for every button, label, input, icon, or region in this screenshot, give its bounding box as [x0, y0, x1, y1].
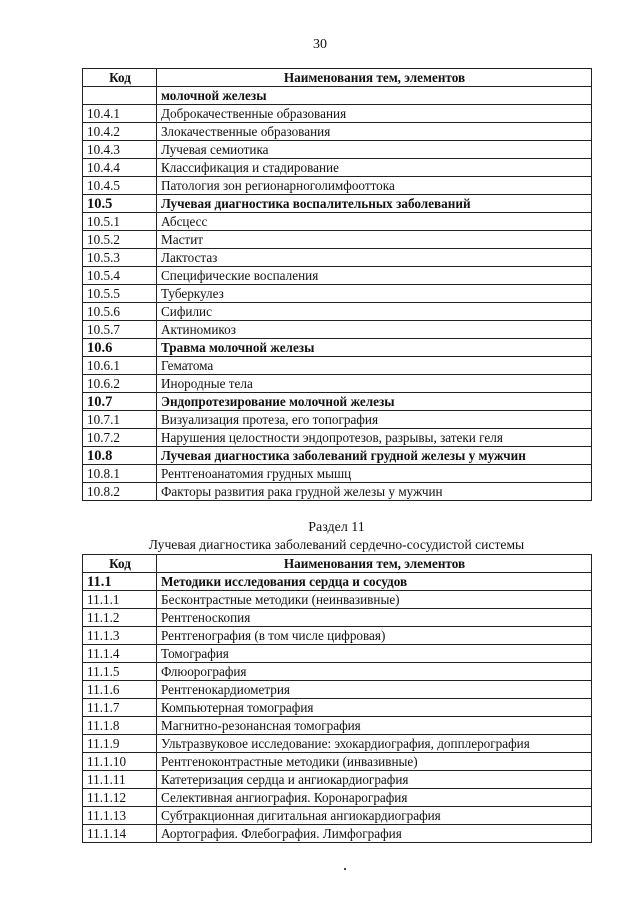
- table-row: [83, 681, 592, 699]
- row-code: 10.6.1: [83, 357, 157, 375]
- row-name: Факторы развития рака грудной железы у мужчин: [157, 483, 592, 501]
- topics-table-section-11: [82, 554, 592, 843]
- table-header-row: [83, 555, 592, 573]
- row-name: Лактостаз: [157, 249, 592, 267]
- row-code: 11.1.7: [83, 699, 157, 717]
- row-name: Нарушения целостности эндопротезов, разрывы, затеки геля: [157, 429, 592, 447]
- row-name: Селективная ангиография. Коронарография: [157, 789, 592, 807]
- row-name: Методики исследования сердца и сосудов: [157, 573, 592, 591]
- row-code: 10.6: [83, 339, 157, 357]
- table-row: [83, 717, 592, 735]
- row-code: 11.1.11: [83, 771, 157, 789]
- row-name: Специфические воспаления: [157, 267, 592, 285]
- table-row: [83, 159, 592, 177]
- row-name: Аортография. Флебография. Лимфография: [157, 825, 592, 843]
- table-row: [83, 447, 592, 465]
- row-name: Сифилис: [157, 303, 592, 321]
- header-name: Наименования тем, элементов: [157, 69, 592, 87]
- row-code: 11.1.4: [83, 645, 157, 663]
- table-row: [83, 213, 592, 231]
- row-code: 10.5.2: [83, 231, 157, 249]
- table-row: [83, 735, 592, 753]
- row-code: 11.1.12: [83, 789, 157, 807]
- table-row: [83, 609, 592, 627]
- table-row: [83, 393, 592, 411]
- row-code: 10.4.1: [83, 105, 157, 123]
- row-name: Рентгеноконтрастные методики (инвазивные): [157, 753, 592, 771]
- row-code: 10.5.1: [83, 213, 157, 231]
- row-code: 10.8.1: [83, 465, 157, 483]
- table-row: [83, 375, 592, 393]
- table-row: [83, 627, 592, 645]
- row-code: 10.5.6: [83, 303, 157, 321]
- row-name: Томография: [157, 645, 592, 663]
- row-code: 10.7.2: [83, 429, 157, 447]
- row-name: молочной железы: [157, 87, 592, 105]
- page-number: 30: [313, 37, 327, 52]
- row-name: Флюорография: [157, 663, 592, 681]
- table-row: [83, 231, 592, 249]
- row-code: [83, 87, 157, 105]
- table-row: [83, 465, 592, 483]
- row-name: Магнитно-резонансная томография: [157, 717, 592, 735]
- row-name: Абсцесс: [157, 213, 592, 231]
- row-name: Туберкулез: [157, 285, 592, 303]
- row-code: 11.1.6: [83, 681, 157, 699]
- row-name: Бесконтрастные методики (неинвазивные): [157, 591, 592, 609]
- table-row: [83, 411, 592, 429]
- table-row: [83, 789, 592, 807]
- header-code: Код: [83, 69, 157, 87]
- row-name: Мастит: [157, 231, 592, 249]
- row-code: 10.8.2: [83, 483, 157, 501]
- section-subtitle: Лучевая диагностика заболеваний сердечно-сосудистой системы: [148, 537, 525, 552]
- row-code: 10.7: [83, 393, 157, 411]
- table-row: [83, 321, 592, 339]
- table-row: [83, 591, 592, 609]
- table-row: [83, 429, 592, 447]
- row-code: 11.1.1: [83, 591, 157, 609]
- table-row: [83, 663, 592, 681]
- table-row: [83, 195, 592, 213]
- table-row: [83, 771, 592, 789]
- row-name: Визуализация протеза, его топография: [157, 411, 592, 429]
- row-name: Рентгеноскопия: [157, 609, 592, 627]
- row-code: 11.1.10: [83, 753, 157, 771]
- table-row: [83, 303, 592, 321]
- row-name: Ультразвуковое исследование: эхокардиография, допплерография: [157, 735, 592, 753]
- row-code: 10.6.2: [83, 375, 157, 393]
- row-code: 11.1.13: [83, 807, 157, 825]
- row-code: 10.5.4: [83, 267, 157, 285]
- table-row: [83, 249, 592, 267]
- row-name: Лучевая диагностика заболеваний грудной железы у мужчин: [157, 447, 592, 465]
- table-row: [83, 339, 592, 357]
- row-code: 10.4.3: [83, 141, 157, 159]
- row-name: Злокачественные образования: [157, 123, 592, 141]
- header-name: Наименования тем, элементов: [157, 555, 592, 573]
- row-code: 11.1.5: [83, 663, 157, 681]
- table-row: [83, 483, 592, 501]
- table-row: [83, 267, 592, 285]
- row-name: Рентгенокардиометрия: [157, 681, 592, 699]
- row-code: 11.1.2: [83, 609, 157, 627]
- row-code: 10.5.5: [83, 285, 157, 303]
- table-row: [83, 753, 592, 771]
- row-name: Патология зон регионарноголимфооттока: [157, 177, 592, 195]
- row-code: 10.7.1: [83, 411, 157, 429]
- row-code: 11.1.9: [83, 735, 157, 753]
- row-code: 11.1.8: [83, 717, 157, 735]
- row-name: Лучевая семиотика: [157, 141, 592, 159]
- row-name: Лучевая диагностика воспалительных заболеваний: [157, 195, 592, 213]
- topics-table-section-10: [82, 68, 592, 501]
- row-name: Инородные тела: [157, 375, 592, 393]
- row-code: 10.8: [83, 447, 157, 465]
- table-row: [83, 285, 592, 303]
- row-name: Рентгеноанатомия грудных мышц: [157, 465, 592, 483]
- row-code: 10.4.5: [83, 177, 157, 195]
- row-name: Катетеризация сердца и ангиокардиография: [157, 771, 592, 789]
- table-row: [83, 807, 592, 825]
- row-name: Гематома: [157, 357, 592, 375]
- row-name: Доброкачественные образования: [157, 105, 592, 123]
- row-name: Травма молочной железы: [157, 339, 592, 357]
- table-row: [83, 357, 592, 375]
- row-name: Эндопротезирование молочной железы: [157, 393, 592, 411]
- scan-speck: [344, 868, 346, 870]
- table-row: [83, 825, 592, 843]
- table-row: [83, 699, 592, 717]
- row-code: 10.4.2: [83, 123, 157, 141]
- table-row: [83, 177, 592, 195]
- row-name: Субтракционная дигитальная ангиокардиография: [157, 807, 592, 825]
- table-row: [83, 105, 592, 123]
- row-code: 11.1.3: [83, 627, 157, 645]
- table-header-row: [83, 69, 592, 87]
- row-code: 11.1.14: [83, 825, 157, 843]
- table-row: [83, 87, 592, 105]
- row-code: 11.1: [83, 573, 157, 591]
- row-code: 10.5: [83, 195, 157, 213]
- row-code: 10.5.7: [83, 321, 157, 339]
- row-name: Классификация и стадирование: [157, 159, 592, 177]
- section-title: Раздел 11: [308, 520, 365, 535]
- table-row: [83, 141, 592, 159]
- table-row: [83, 123, 592, 141]
- row-name: Актиномикоз: [157, 321, 592, 339]
- row-name: Рентгенография (в том числе цифровая): [157, 627, 592, 645]
- row-code: 10.5.3: [83, 249, 157, 267]
- table-row: [83, 573, 592, 591]
- table-row: [83, 645, 592, 663]
- row-name: Компьютерная томография: [157, 699, 592, 717]
- header-code: Код: [83, 555, 157, 573]
- row-code: 10.4.4: [83, 159, 157, 177]
